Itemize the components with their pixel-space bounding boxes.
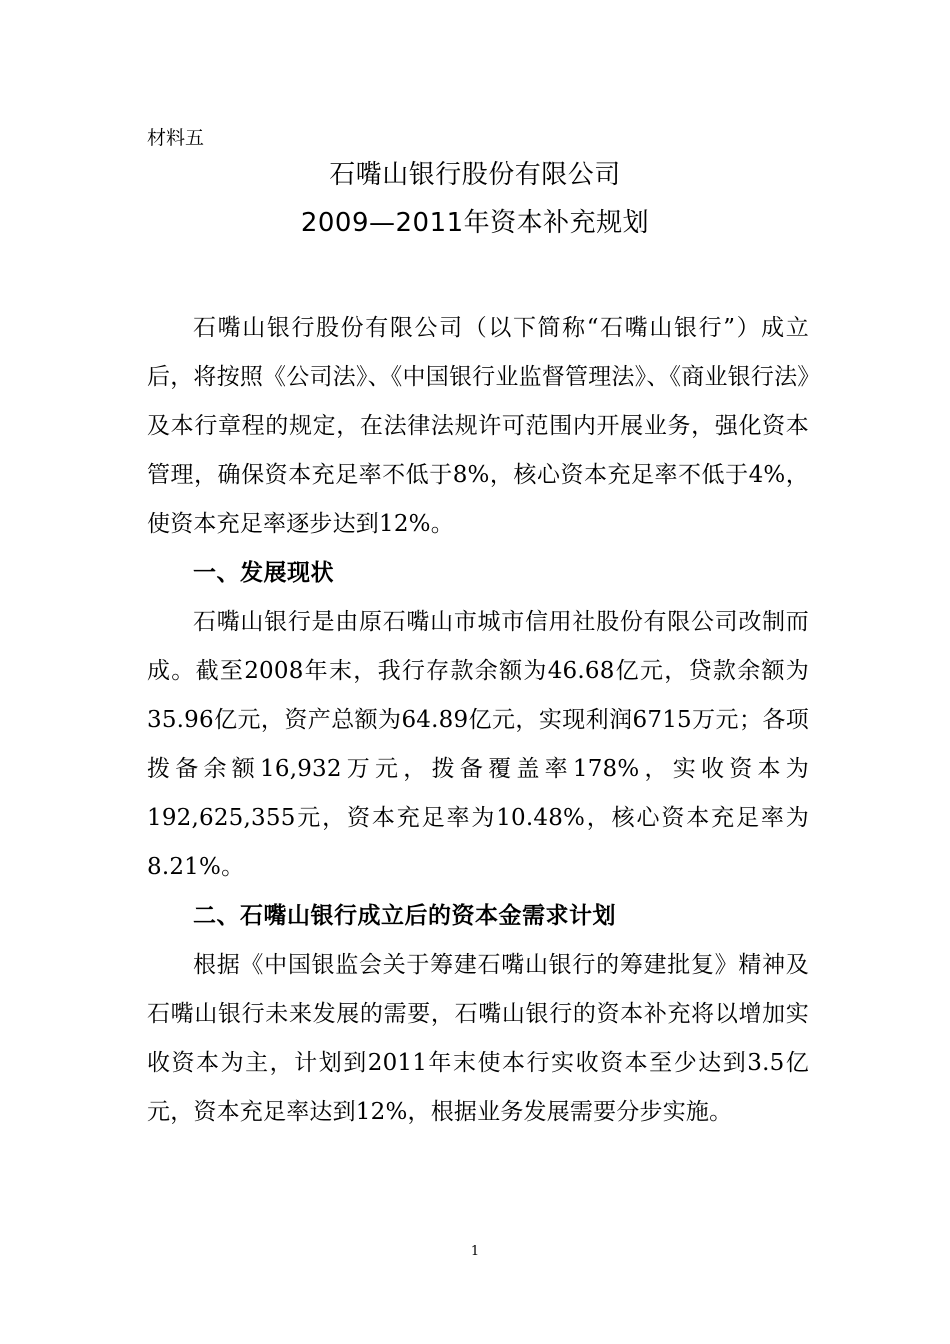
- section-1-paragraph: 石嘴山银行是由原石嘴山市城市信用社股份有限公司改制而成。截至2008年末，我行存款余额为46.68亿元，贷款余额为35.96亿元，资产总额为64.89亿元，实现利润6715万元；各项拨备余额16,932万元，拨备覆盖率178%，实收资本为192,625,355元，资本充足率为10.48%，核心资本充足率为8.21%。: [147, 609, 809, 880]
- section-heading-2: 二、石嘴山银行成立后的资本金需求计划: [193, 903, 616, 929]
- material-label: 材料五: [147, 127, 205, 149]
- document-title-line-2: 2009—2011年资本补充规划: [300, 208, 650, 238]
- page-number: 1: [470, 1244, 480, 1259]
- document-title-line-1: 石嘴山银行股份有限公司: [329, 160, 621, 190]
- intro-paragraph: 石嘴山银行股份有限公司（以下简称“石嘴山银行”）成立后，将按照《公司法》、《中国银行业监督管理法》、《商业银行法》及本行章程的规定，在法律法规许可范围内开展业务，强化资本管理，确保资本充足率不低于8%，核心资本充足率不低于4%，使资本充足率逐步达到12%。: [147, 315, 809, 537]
- section-heading-1: 一、发展现状: [193, 560, 334, 586]
- document-body: [147, 304, 809, 1137]
- section-2-paragraph: 根据《中国银监会关于筹建石嘴山银行的筹建批复》精神及石嘴山银行未来发展的需要，石嘴山银行的资本补充将以增加实收资本为主，计划到2011年末使本行实收资本至少达到3.5亿元，资本充足率达到12%，根据业务发展需要分步实施。: [147, 952, 809, 1125]
